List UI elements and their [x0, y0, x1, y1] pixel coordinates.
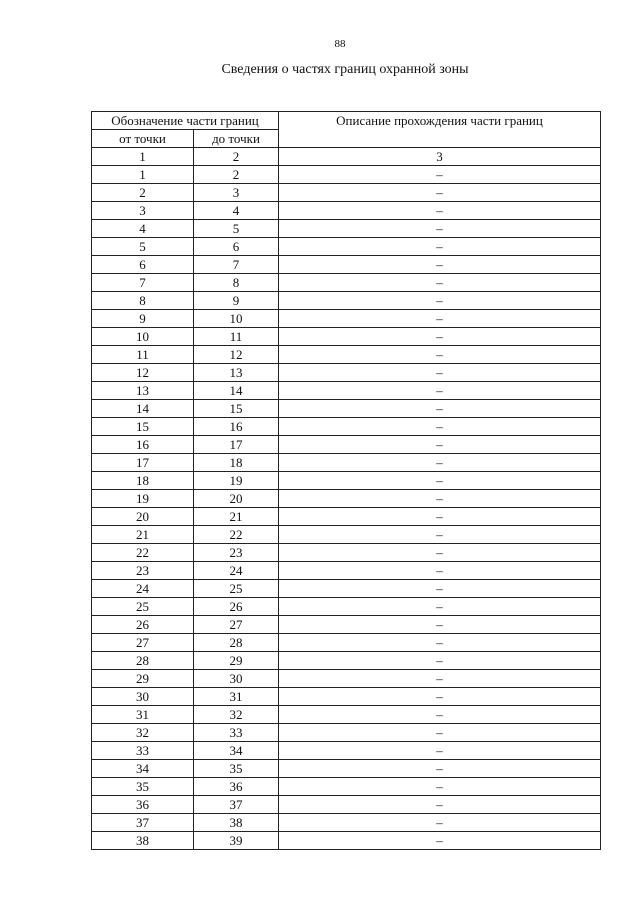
table-row: [92, 562, 601, 580]
description-cell: –: [279, 508, 601, 526]
to-point-cell: 25: [194, 580, 279, 598]
from-point-cell: 18: [92, 472, 194, 490]
description-cell: –: [279, 364, 601, 382]
to-point-cell: 31: [194, 688, 279, 706]
group-header: Обозначение части границ: [92, 112, 279, 130]
to-point-cell: 17: [194, 436, 279, 454]
to-point-cell: 13: [194, 364, 279, 382]
description-cell: –: [279, 454, 601, 472]
to-point-cell: 21: [194, 508, 279, 526]
description-cell: –: [279, 580, 601, 598]
to-point-cell: 32: [194, 706, 279, 724]
table-row: [92, 202, 601, 220]
table-row: [92, 310, 601, 328]
to-point-cell: 20: [194, 490, 279, 508]
to-point-header: до точки: [194, 130, 279, 148]
description-cell: –: [279, 724, 601, 742]
description-cell: –: [279, 526, 601, 544]
from-point-cell: 25: [92, 598, 194, 616]
description-cell: –: [279, 220, 601, 238]
table-row: [92, 436, 601, 454]
column-index-cell: 2: [194, 148, 279, 166]
description-cell: –: [279, 706, 601, 724]
to-point-cell: 5: [194, 220, 279, 238]
description-header: Описание прохождения части границ: [279, 112, 601, 148]
from-point-cell: 20: [92, 508, 194, 526]
table-row: [92, 292, 601, 310]
table-row: [92, 418, 601, 436]
from-point-cell: 9: [92, 310, 194, 328]
table-row: [92, 634, 601, 652]
to-point-cell: 19: [194, 472, 279, 490]
column-index-cell: 1: [92, 148, 194, 166]
table-header: [92, 112, 601, 166]
to-point-cell: 4: [194, 202, 279, 220]
table-row: [92, 454, 601, 472]
to-point-cell: 27: [194, 616, 279, 634]
description-cell: –: [279, 688, 601, 706]
table-row: [92, 652, 601, 670]
to-point-cell: 12: [194, 346, 279, 364]
table-row: [92, 328, 601, 346]
description-cell: –: [279, 472, 601, 490]
from-point-cell: 36: [92, 796, 194, 814]
description-cell: –: [279, 616, 601, 634]
description-cell: –: [279, 274, 601, 292]
description-cell: –: [279, 652, 601, 670]
page-title: Сведения о частях границ охранной зоны: [221, 62, 469, 77]
to-point-cell: 26: [194, 598, 279, 616]
description-cell: –: [279, 436, 601, 454]
to-point-cell: 34: [194, 742, 279, 760]
to-point-cell: 36: [194, 778, 279, 796]
from-point-cell: 5: [92, 238, 194, 256]
from-point-cell: 4: [92, 220, 194, 238]
description-cell: –: [279, 634, 601, 652]
to-point-cell: 33: [194, 724, 279, 742]
description-cell: –: [279, 184, 601, 202]
table-row: [92, 778, 601, 796]
description-cell: –: [279, 778, 601, 796]
to-point-cell: 29: [194, 652, 279, 670]
from-point-cell: 37: [92, 814, 194, 832]
table-row: [92, 706, 601, 724]
from-point-cell: 26: [92, 616, 194, 634]
to-point-cell: 23: [194, 544, 279, 562]
to-point-cell: 3: [194, 184, 279, 202]
from-point-cell: 15: [92, 418, 194, 436]
table-row: [92, 508, 601, 526]
to-point-cell: 11: [194, 328, 279, 346]
from-point-cell: 29: [92, 670, 194, 688]
table-row: [92, 724, 601, 742]
from-point-cell: 27: [92, 634, 194, 652]
from-point-cell: 17: [92, 454, 194, 472]
column-index-row: [92, 148, 601, 166]
description-cell: –: [279, 382, 601, 400]
description-cell: –: [279, 670, 601, 688]
description-cell: –: [279, 760, 601, 778]
from-point-cell: 33: [92, 742, 194, 760]
to-point-cell: 24: [194, 562, 279, 580]
to-point-cell: 39: [194, 832, 279, 850]
table-row: [92, 490, 601, 508]
table-row: [92, 616, 601, 634]
from-point-cell: 21: [92, 526, 194, 544]
from-point-cell: 35: [92, 778, 194, 796]
table-row: [92, 796, 601, 814]
from-point-cell: 24: [92, 580, 194, 598]
table-row: [92, 364, 601, 382]
to-point-cell: 18: [194, 454, 279, 472]
from-point-cell: 34: [92, 760, 194, 778]
to-point-cell: 35: [194, 760, 279, 778]
to-point-cell: 37: [194, 796, 279, 814]
from-point-cell: 16: [92, 436, 194, 454]
page-number: 88: [334, 38, 346, 50]
to-point-cell: 38: [194, 814, 279, 832]
to-point-cell: 14: [194, 382, 279, 400]
from-point-cell: 19: [92, 490, 194, 508]
description-cell: –: [279, 202, 601, 220]
to-point-cell: 9: [194, 292, 279, 310]
from-point-cell: 30: [92, 688, 194, 706]
description-cell: –: [279, 292, 601, 310]
description-cell: –: [279, 238, 601, 256]
to-point-cell: 7: [194, 256, 279, 274]
from-point-cell: 1: [92, 166, 194, 184]
from-point-cell: 14: [92, 400, 194, 418]
to-point-cell: 16: [194, 418, 279, 436]
from-point-cell: 8: [92, 292, 194, 310]
to-point-cell: 22: [194, 526, 279, 544]
table-row: [92, 472, 601, 490]
from-point-cell: 3: [92, 202, 194, 220]
to-point-cell: 28: [194, 634, 279, 652]
table-row: [92, 184, 601, 202]
to-point-cell: 2: [194, 166, 279, 184]
description-cell: –: [279, 490, 601, 508]
description-cell: –: [279, 346, 601, 364]
table-row: [92, 760, 601, 778]
description-cell: –: [279, 742, 601, 760]
description-cell: –: [279, 544, 601, 562]
to-point-cell: 8: [194, 274, 279, 292]
from-point-cell: 23: [92, 562, 194, 580]
description-cell: –: [279, 832, 601, 850]
table-row: [92, 598, 601, 616]
description-cell: –: [279, 256, 601, 274]
from-point-cell: 6: [92, 256, 194, 274]
table-row: [92, 544, 601, 562]
description-cell: –: [279, 562, 601, 580]
description-cell: –: [279, 166, 601, 184]
table-row: [92, 832, 601, 850]
from-point-cell: 11: [92, 346, 194, 364]
description-cell: –: [279, 310, 601, 328]
table-row: [92, 256, 601, 274]
from-point-cell: 38: [92, 832, 194, 850]
table-row: [92, 742, 601, 760]
from-point-cell: 7: [92, 274, 194, 292]
table-body: [92, 166, 601, 850]
to-point-cell: 15: [194, 400, 279, 418]
from-point-cell: 10: [92, 328, 194, 346]
from-point-cell: 31: [92, 706, 194, 724]
table-row: [92, 814, 601, 832]
description-cell: –: [279, 418, 601, 436]
table-row: [92, 670, 601, 688]
table-row: [92, 346, 601, 364]
table-row: [92, 238, 601, 256]
description-cell: –: [279, 598, 601, 616]
from-point-cell: 28: [92, 652, 194, 670]
column-index-cell: 3: [279, 148, 601, 166]
table-row: [92, 382, 601, 400]
to-point-cell: 30: [194, 670, 279, 688]
description-cell: –: [279, 814, 601, 832]
table-row: [92, 166, 601, 184]
to-point-cell: 6: [194, 238, 279, 256]
from-point-header: от точки: [92, 130, 194, 148]
table-row: [92, 526, 601, 544]
from-point-cell: 22: [92, 544, 194, 562]
from-point-cell: 2: [92, 184, 194, 202]
from-point-cell: 13: [92, 382, 194, 400]
description-cell: –: [279, 796, 601, 814]
table-row: [92, 400, 601, 418]
from-point-cell: 12: [92, 364, 194, 382]
table-row: [92, 688, 601, 706]
table-row: [92, 580, 601, 598]
description-cell: –: [279, 328, 601, 346]
table-row: [92, 274, 601, 292]
to-point-cell: 10: [194, 310, 279, 328]
boundary-table: [91, 111, 601, 850]
from-point-cell: 32: [92, 724, 194, 742]
table-row: [92, 220, 601, 238]
description-cell: –: [279, 400, 601, 418]
